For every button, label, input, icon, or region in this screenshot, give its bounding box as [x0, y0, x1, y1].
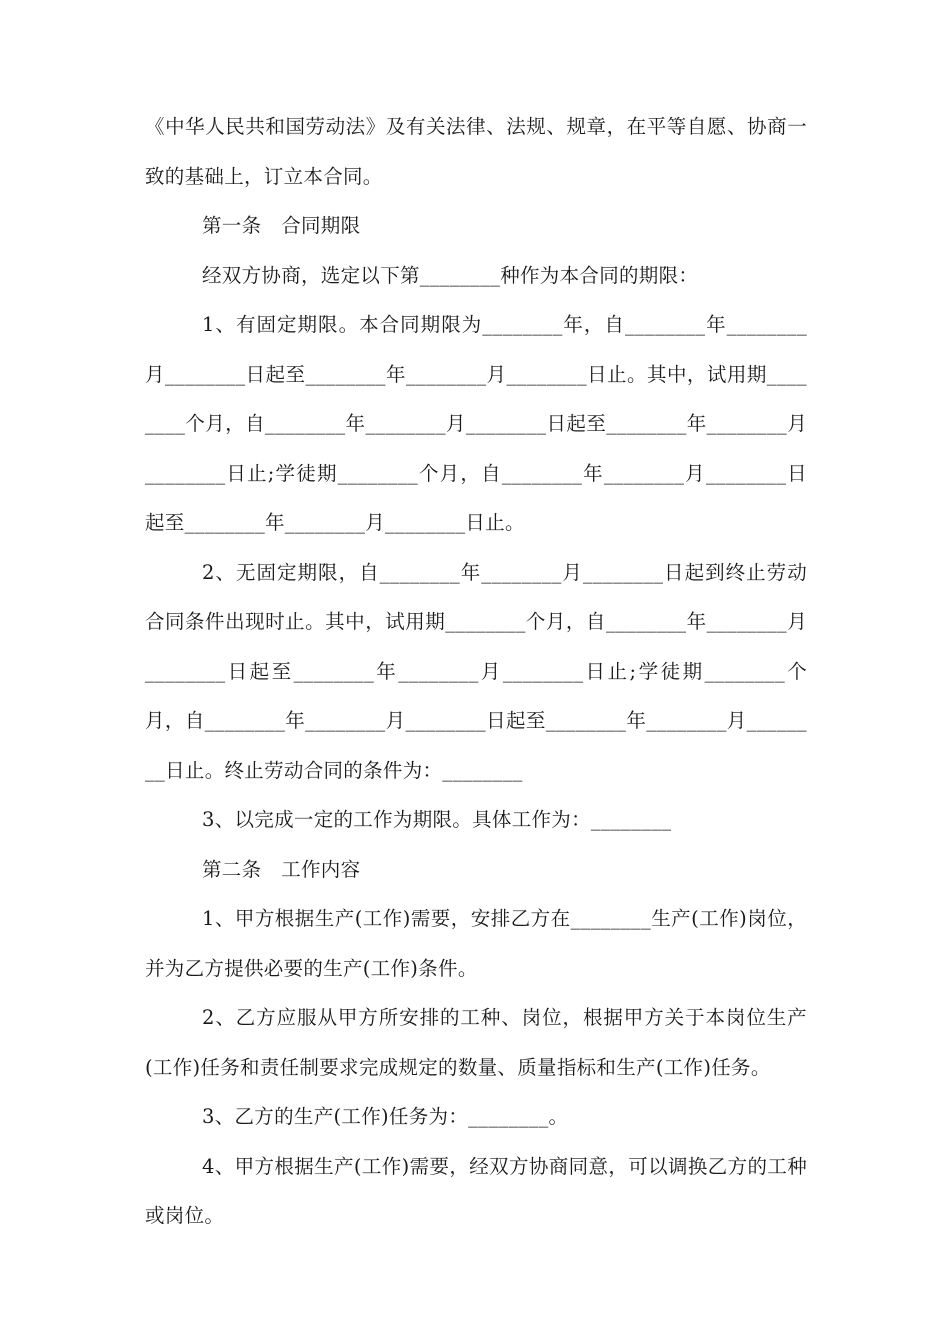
work-content-clause-2: 2、乙方应服从甲方所安排的工种、岗位，根据甲方关于本岗位生产(工作)任务和责任制要求完成规定的数量、质量指标和生产(工作)任务。	[145, 1006, 807, 1079]
article-2-heading: 第二条 工作内容	[202, 857, 361, 881]
fixed-term-clause: 1、有固定期限。本合同期限为________年，自________年________月________日起至________年________月________日止。其中，试用期________个月，自________年________月________日起至________年________月________日止;学徒期________个月，自________年________月________日起至________年________月________日止。	[145, 313, 807, 534]
task-term-clause: 3、以完成一定的工作为期限。具体工作为：________	[202, 808, 672, 831]
preamble-paragraph: 《中华人民共和国劳动法》及有关法律、法规、规章，在平等自愿、协商一致的基础上，订立本合同。	[145, 115, 807, 188]
contract-body	[145, 102, 807, 1241]
open-term-clause: 2、无固定期限，自________年________月________日起到终止劳动合同条件出现时止。其中，试用期________个月，自________年________月________日起至________年________月________日止;学徒期________个月，自________年________月________日起至________年________月________日止。终止劳动合同的条件为：________	[145, 560, 807, 782]
work-content-clause-1: 1、甲方根据生产(工作)需要，安排乙方在________生产(工作)岗位，并为乙方提供必要的生产(工作)条件。	[145, 907, 807, 980]
article-1-heading: 第一条 合同期限	[202, 214, 361, 237]
work-content-clause-3: 3、乙方的生产(工作)任务为：________。	[202, 1105, 569, 1128]
work-content-clause-4: 4、甲方根据生产(工作)需要，经双方协商同意，可以调换乙方的工种或岗位。	[145, 1154, 807, 1227]
term-selection-paragraph: 经双方协商，选定以下第________种作为本合同的期限：	[202, 263, 699, 287]
